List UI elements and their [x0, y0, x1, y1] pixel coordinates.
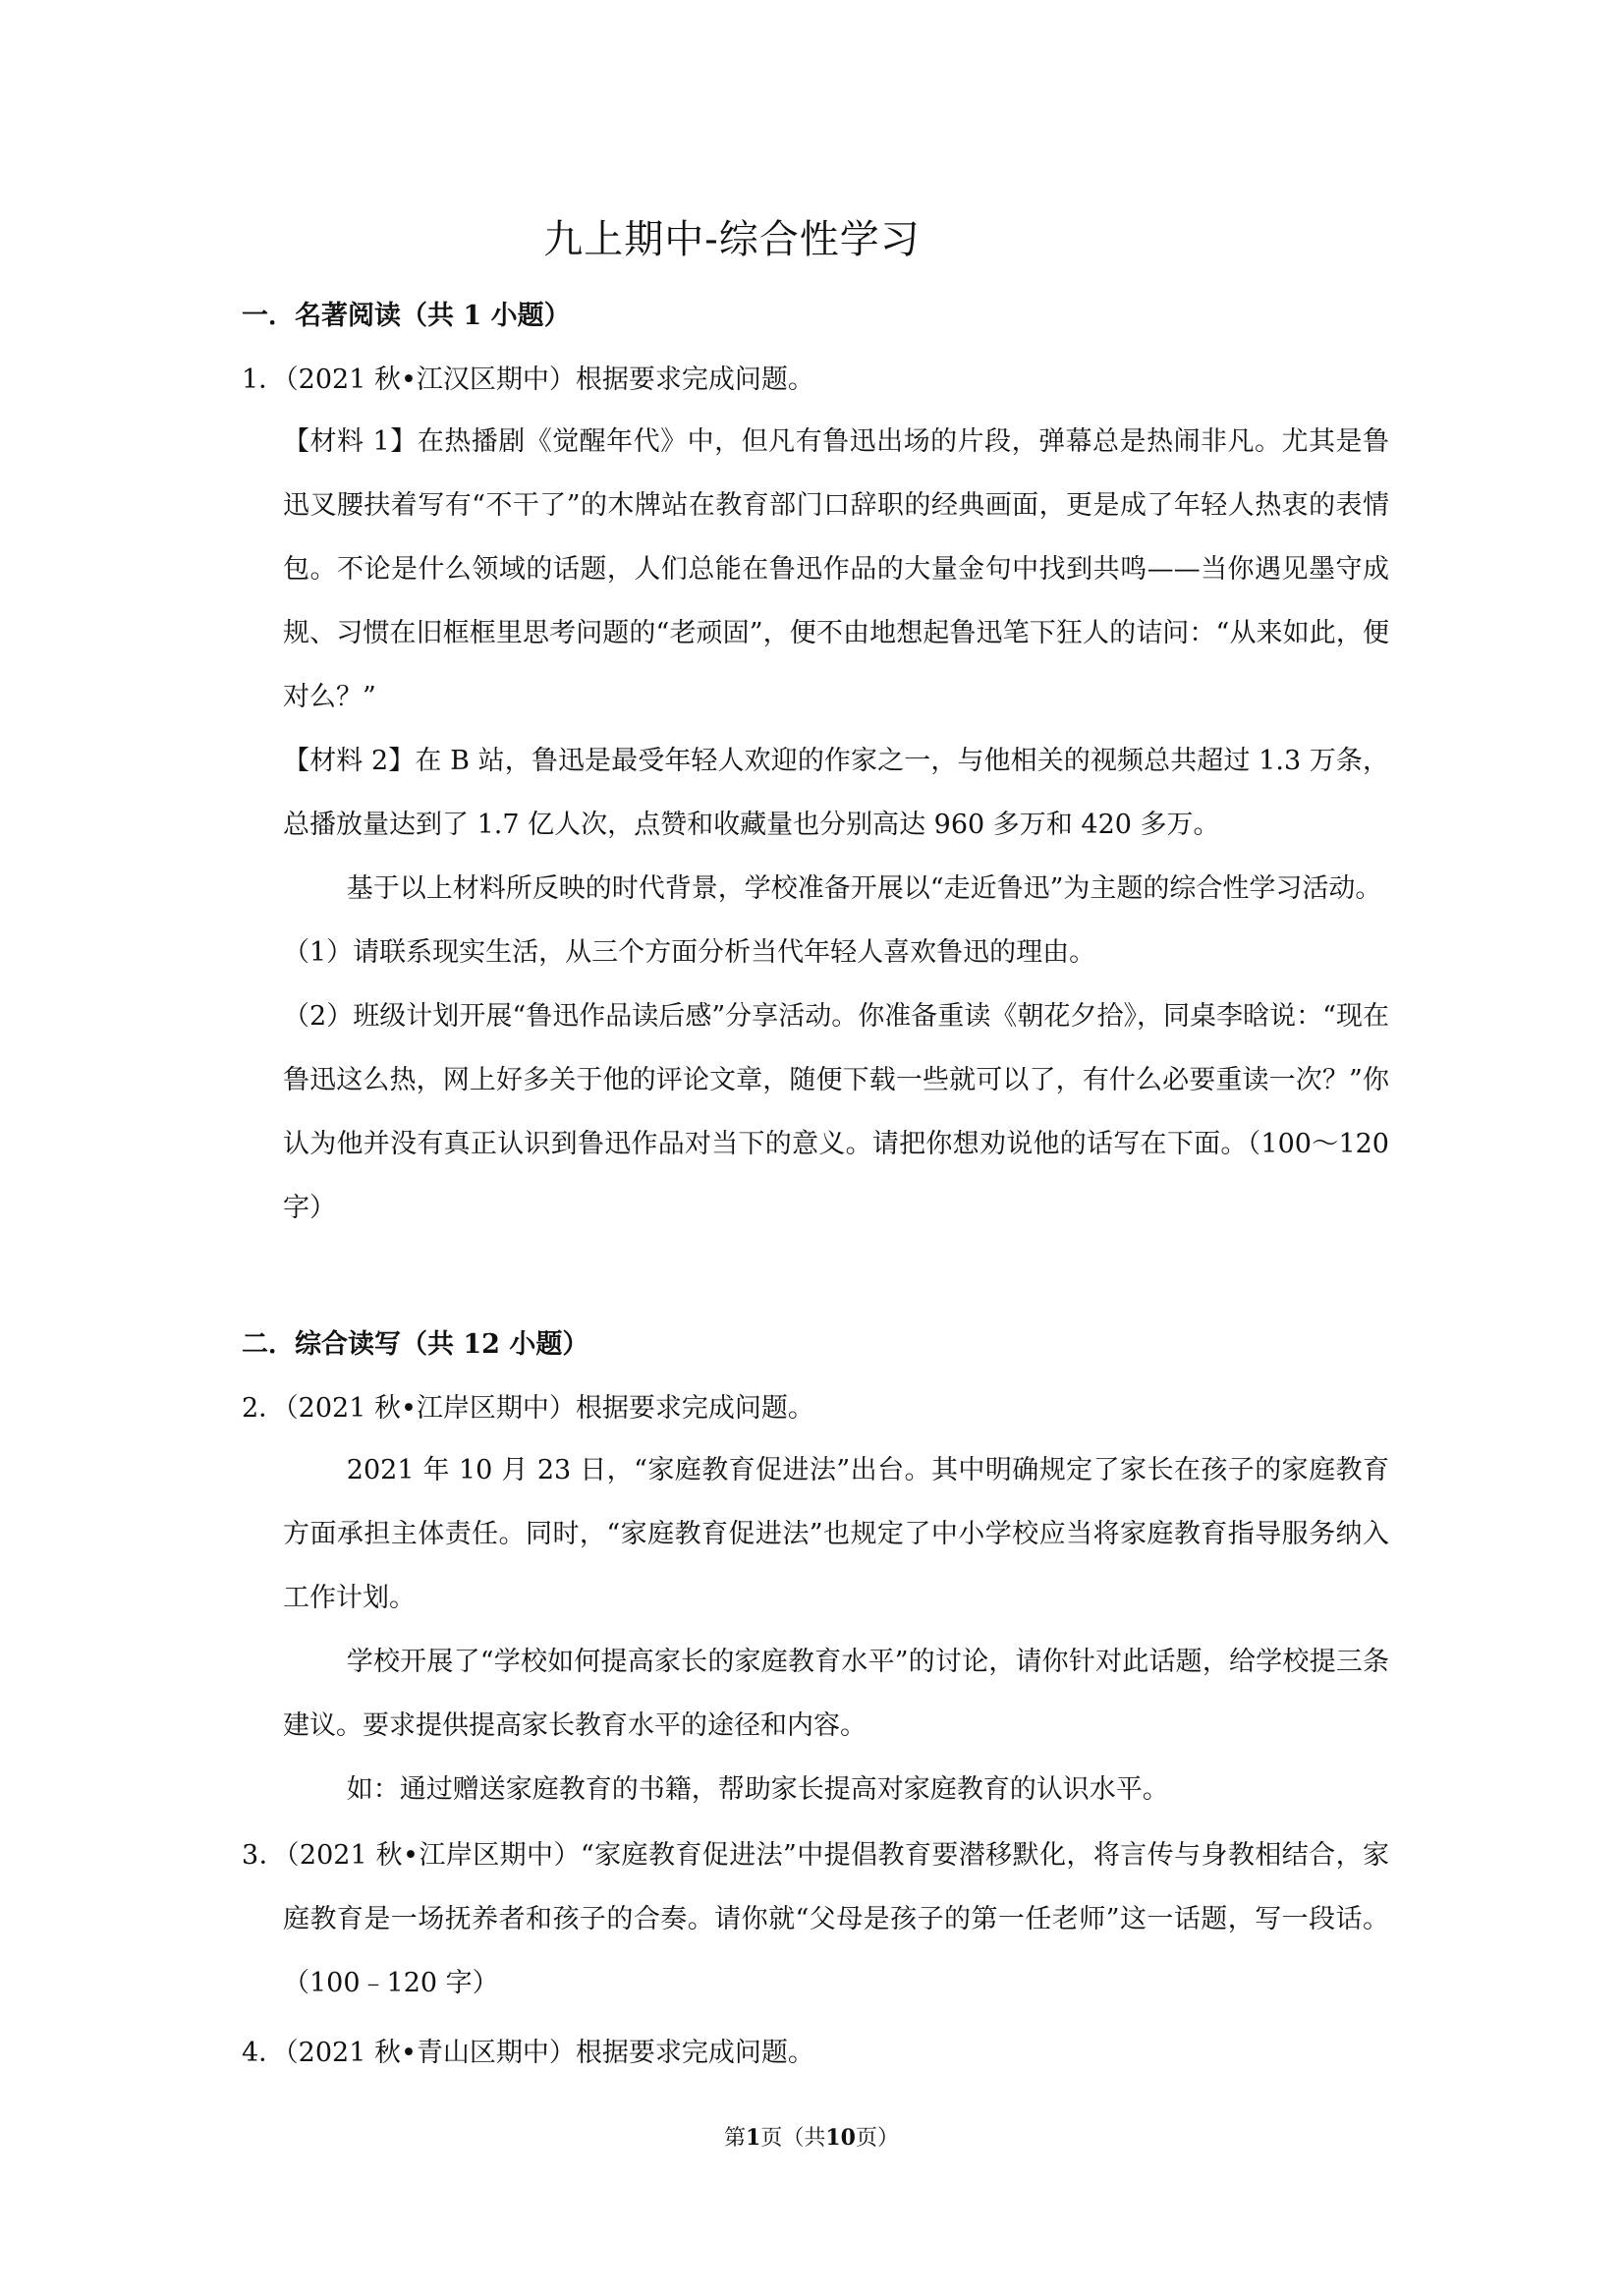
page-title: 九上期中-综合性学习 [543, 217, 921, 262]
question-2-stem: 2．（2021 秋•江岸区期中）根据要求完成问题。 [242, 1393, 814, 1424]
section-heading-2: 二．综合读写（共 12 小题） [242, 1329, 589, 1360]
material-2-paragraph: 【材料 2】在 B 站，鲁迅是最受年轻人欢迎的作家之一，与他相关的视频总共超过 1.3 万条，总播放量达到了 1.7 亿人次，点赞和收藏量也分别高达 960 多万和 420 多万。 [283, 746, 1389, 840]
activity-intro-paragraph: 基于以上材料所反映的时代背景，学校准备开展以“走近鲁迅”为主题的综合性学习活动。 [346, 873, 1382, 904]
question-4-stem: 4．（2021 秋•青山区期中）根据要求完成问题。 [242, 2038, 814, 2068]
footer-prefix: 第 [724, 2126, 747, 2151]
sub-question-2: （2）班级计划开展“鲁迅作品读后感”分享活动。你准备重读《朝花夕拾》，同桌李晗说：“现在鲁迅这么热，网上好多关于他的评论文章，随便下载一些就可以了，有什么必要重读一次？”你认为他并没有真正认识到鲁迅作品对当下的意义。请把你想劝说他的话写在下面。（100～120 字） [283, 1001, 1389, 1223]
question-2-paragraph-2: 学校开展了“学校如何提高家长的家庭教育水平”的讨论，请你针对此话题，给学校提三条建议。要求提供提高家长教育水平的途径和内容。 [283, 1647, 1389, 1741]
footer-total-pages: 10 [825, 2125, 856, 2151]
section-heading-1: 一．名著阅读（共 1 小题） [242, 301, 571, 331]
question-2-example: 如：通过赠送家庭教育的书籍，帮助家长提高对家庭教育的认识水平。 [346, 1774, 1169, 1805]
footer-page-number: 1 [746, 2125, 761, 2151]
question-3-text: 3．（2021 秋•江岸区期中）“家庭教育促进法”中提倡教育要潜移默化，将言传与身教相结合，家庭教育是一场抚养者和孩子的合奏。请你就“父母是孩子的第一任老师”这一话题，写一段话。（100﹣120 字） [242, 1840, 1389, 1998]
material-1-paragraph: 【材料 1】在热播剧《觉醒年代》中，但凡有鲁迅出场的片段，弹幕总是热闹非凡。尤其是鲁迅叉腰扶着写有“不干了”的木牌站在教育部门口辞职的经典画面，更是成了年轻人热衷的表情包。不论是什么领域的话题，人们总能在鲁迅作品的大量金句中找到共鸣——当你遇见墨守成规、习惯在旧框框里思考问题的“老顽固”，便不由地想起鲁迅笔下狂人的诘问：“从来如此，便对么？” [283, 426, 1389, 712]
footer-middle: 页（共 [760, 2126, 826, 2151]
question-3 [242, 1823, 1389, 2015]
question-1-stem: 1．（2021 秋•江汉区期中）根据要求完成问题。 [242, 364, 814, 395]
footer-suffix: 页） [855, 2126, 899, 2151]
page-footer [0, 2122, 1623, 2155]
question-2-body [283, 1438, 1389, 1821]
question-1-materials [283, 410, 1389, 1240]
sub-question-1: （1）请联系现实生活，从三个方面分析当代年轻人喜欢鲁迅的理由。 [283, 937, 1096, 968]
question-2-paragraph-1: 2021 年 10 月 23 日，“家庭教育促进法”出台。其中明确规定了家长在孩子的家庭教育方面承担主体责任。同时，“家庭教育促进法”也规定了中小学校应当将家庭教育指导服务纳入工作计划。 [283, 1455, 1389, 1613]
